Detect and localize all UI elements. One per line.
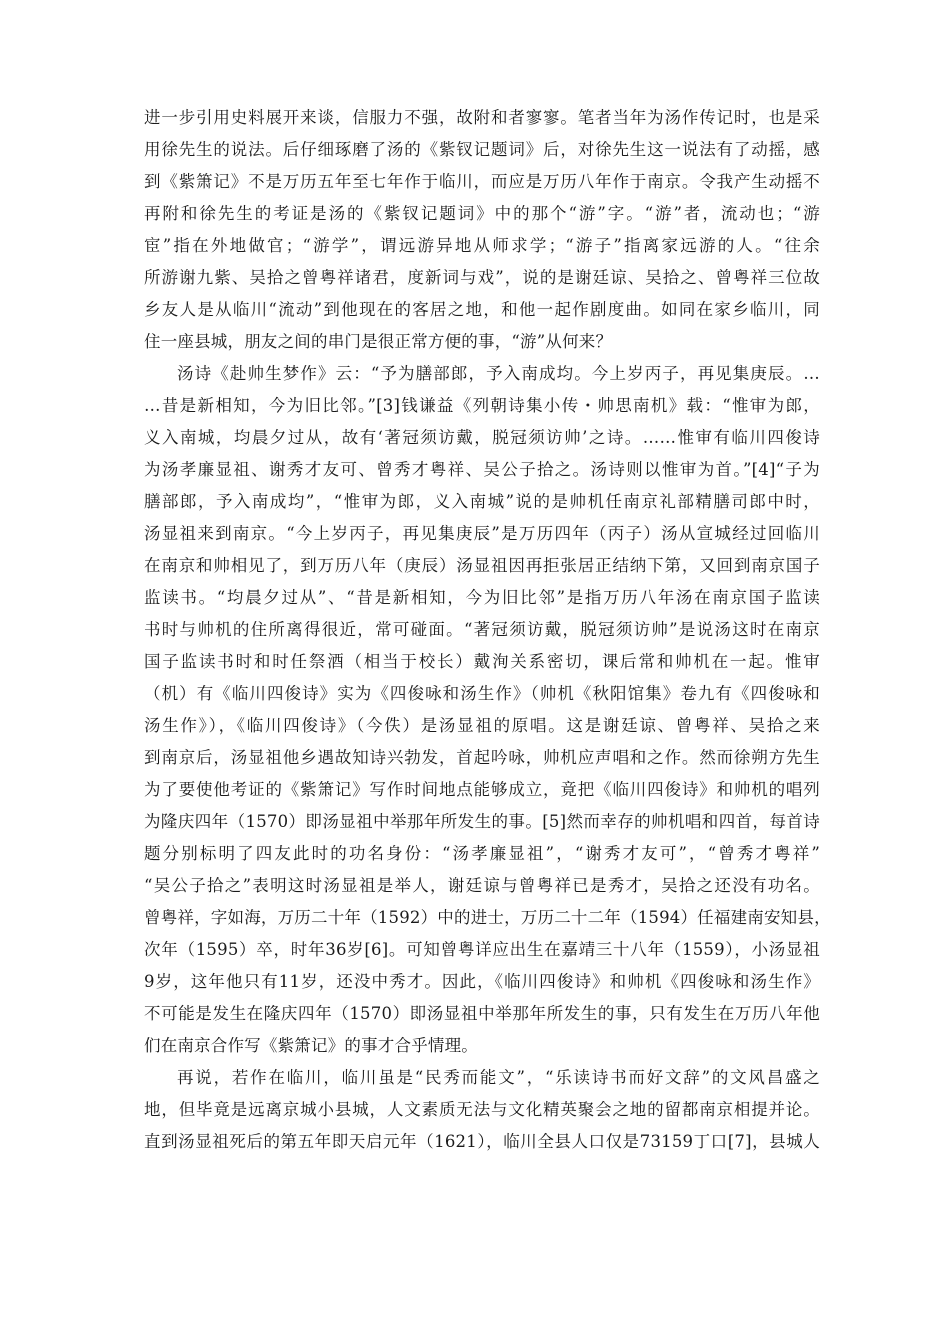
text-line: 书时与帅机的住所离得很近，常可碰面。“著冠须访戴，脱冠须访帅”是说汤这时在南京 <box>144 620 820 639</box>
paragraph <box>144 102 820 358</box>
text-line: 为了要使他考证的《紫箫记》写作时间地点能够成立，竟把《临川四俊诗》和帅机的唱列 <box>144 780 820 799</box>
text-line: 在南京和帅相见了，到万历八年（庚辰）汤显祖因再拒张居正结纳下第，又回到南京国子 <box>144 556 820 575</box>
text-line: 汤生作》），《临川四俊诗》（今佚）是汤显祖的原唱。这是谢廷谅、曾粤祥、吴拾之来 <box>144 716 820 735</box>
text-line: 题分别标明了四友此时的功名身份：“汤孝廉显祖”，“谢秀才友可”，“曾秀才粤祥” <box>144 844 820 863</box>
text-line: 们在南京合作写《紫箫记》的事才合乎情理。 <box>144 1036 478 1055</box>
text-line: 监读书。“均晨夕过从”、“昔是新相知，今为旧比邻”是指万历八年汤在南京国子监读 <box>144 588 820 607</box>
text-line: 汤显祖来到南京。“今上岁丙子，再见集庚辰”是万历四年（丙子）汤从宣城经过回临川 <box>144 524 820 543</box>
text-line: “吴公子拾之”表明这时汤显祖是举人，谢廷谅与曾粤祥已是秀才，吴拾之还没有功名。 <box>144 876 820 895</box>
text-line: 再附和徐先生的考证是汤的《紫钗记题词》中的那个“游”字。“游”者，流动也；“游 <box>144 204 820 223</box>
text-line: 住一座县城，朋友之间的串门是很正常方便的事，“游”从何来？ <box>144 332 613 351</box>
text-line: 宦”指在外地做官；“游学”，谓远游异地从师求学；“游子”指离家远游的人。“往余 <box>144 236 820 255</box>
text-line: 曾粤祥，字如海，万历二十年（1592）中的进士，万历二十二年（1594）任福建南安知县， <box>144 908 831 927</box>
text-line: 次年（1595）卒，时年36岁[6]。可知曾粤详应出生在嘉靖三十八年（1559），小汤显祖 <box>144 940 820 959</box>
text-line: 到南京后，汤显祖他乡遇故知诗兴勃发，首起吟咏，帅机应声唱和之作。然而徐朔方先生 <box>144 748 820 767</box>
text-line: 9岁，这年他只有11岁，还没中秀才。因此，《临川四俊诗》和帅机《四俊咏和汤生作》 <box>144 972 820 991</box>
text-line: 义入南城，均晨夕过从，故有‘著冠须访戴，脱冠须访帅’之诗。……惟审有临川四俊诗 <box>144 428 820 447</box>
text-line: 汤诗《赴帅生梦作》云：“予为膳部郎，予入南成均。今上岁丙子，再见集庚辰。… <box>177 364 820 383</box>
text-line: 为隆庆四年（1570）即汤显祖中举那年所发生的事。[5]然而幸存的帅机唱和四首，每首诗 <box>144 812 820 831</box>
text-line: 为汤孝廉显祖、谢秀才友可、曾秀才粤祥、吴公子拾之。汤诗则以惟审为首。”[4]“子为 <box>144 460 820 479</box>
text-line: 不可能是发生在隆庆四年（1570）即汤显祖中举那年所发生的事，只有发生在万历八年他 <box>144 1004 820 1023</box>
text-line: 地，但毕竟是远离京城小县城，人文素质无法与文化精英聚会之地的留都南京相提并论。 <box>144 1100 820 1119</box>
paragraph <box>144 358 831 1062</box>
text-line: 再说，若作在临川，临川虽是“民秀而能文”，“乐读诗书而好文辞”的文风昌盛之 <box>177 1068 820 1087</box>
text-line: 到《紫箫记》不是万历五年至七年作于临川，而应是万历八年作于南京。令我产生动摇不 <box>144 172 820 191</box>
text-line: 膳部郎，予入南成均”，“惟审为郎，义入南城”说的是帅机任南京礼部精膳司郎中时， <box>144 492 820 511</box>
text-line: （机）有《临川四俊诗》实为《四俊咏和汤生作》（帅机《秋阳馆集》卷九有《四俊咏和 <box>144 684 820 703</box>
text-line: 直到汤显祖死后的第五年即天启元年（1621），临川全县人口仅是73159丁口[7]，县城人 <box>144 1132 820 1151</box>
body-text <box>144 102 831 1158</box>
text-line: 乡友人是从临川“流动”到他现在的客居之地，和他一起作剧度曲。如同在家乡临川，同 <box>144 300 820 319</box>
text-line: 进一步引用史料展开来谈，信服力不强，故附和者寥寥。笔者当年为汤作传记时，也是采 <box>144 108 820 127</box>
paragraph <box>144 1062 820 1158</box>
text-line: …昔是新相知，今为旧比邻。”[3]钱谦益《列朝诗集小传・帅思南机》载：“惟审为郎， <box>144 396 820 415</box>
text-line: 所游谢九紫、吴拾之曾粤祥诸君，度新词与戏”，说的是谢廷谅、吴拾之、曾粤祥三位故 <box>144 268 820 287</box>
text-line: 国子监读书时和时任祭酒（相当于校长）戴洵关系密切，课后常和帅机在一起。惟审 <box>144 652 820 671</box>
text-line: 用徐先生的说法。后仔细琢磨了汤的《紫钗记题词》后，对徐先生这一说法有了动摇，感 <box>144 140 820 159</box>
